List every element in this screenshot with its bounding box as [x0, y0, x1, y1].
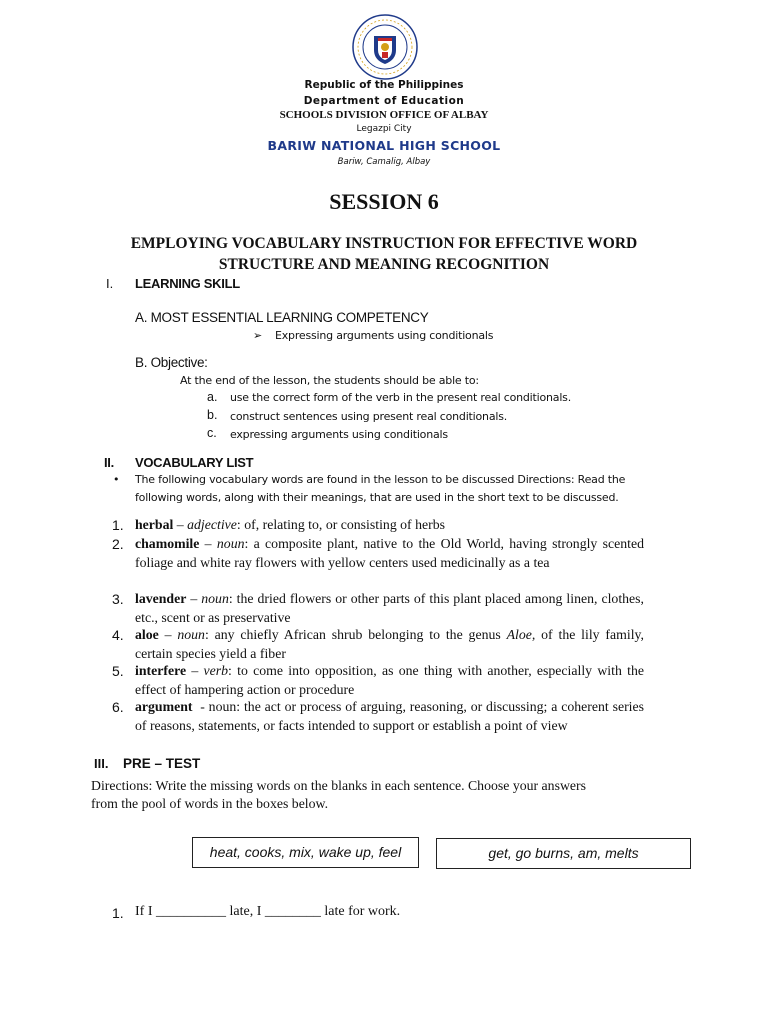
- section-number: II.: [104, 455, 114, 470]
- vocab-pos: noun: [201, 591, 229, 606]
- section-heading: VOCABULARY LIST: [135, 455, 254, 470]
- objective-item: use the correct form of the verb in the present real conditionals.: [230, 391, 572, 404]
- vocab-definition: : any chiefly African shrub belonging to the genus: [204, 627, 507, 642]
- competency-heading: A. MOST ESSENTIAL LEARNING COMPETENCY: [135, 310, 429, 325]
- republic-line: Republic of the Philippines: [304, 79, 464, 91]
- vocab-definition: : to come into opposition, as one thing with another, especially with the effect of hampering action or procedure: [135, 663, 644, 697]
- objective-intro: At the end of the lesson, the students should be able to:: [180, 374, 479, 387]
- question-text: If I __________ late, I ________ late for work.: [135, 904, 401, 919]
- word-pool-box: get, go burns, am, melts: [436, 838, 691, 869]
- vocab-definition: : the dried flowers or other parts of this plant placed among linen, clothes, etc., scent or as preservative: [135, 591, 644, 625]
- section-heading: PRE – TEST: [123, 756, 201, 771]
- word-pool-box: heat, cooks, mix, wake up, feel: [192, 837, 419, 868]
- competency-text: Expressing arguments using conditionals: [275, 329, 494, 342]
- vocab-pos: noun: [177, 627, 205, 642]
- city-line: Legazpi City: [356, 124, 412, 134]
- vocab-genus: Aloe,: [506, 627, 536, 642]
- vocab-dash: –: [199, 536, 217, 551]
- vocab-dash: –: [186, 663, 204, 678]
- vocab-item: [135, 516, 644, 535]
- division-line: SCHOOLS DIVISION OFFICE OF ALBAY: [279, 109, 489, 121]
- question-number: 1.: [112, 905, 124, 921]
- vocab-word: aloe: [135, 627, 159, 642]
- lesson-title-line1: EMPLOYING VOCABULARY INSTRUCTION FOR EFFECTIVE WORD: [130, 235, 638, 252]
- vocab-dash: –: [186, 591, 202, 606]
- vocab-item: [135, 535, 644, 572]
- school-name: BARIW NATIONAL HIGH SCHOOL: [267, 138, 501, 153]
- objective-item: construct sentences using present real conditionals.: [230, 410, 508, 423]
- vocab-number: 1.: [112, 517, 124, 533]
- vocab-pos: verb: [203, 663, 229, 678]
- vocab-number: 4.: [112, 627, 124, 643]
- vocab-word: chamomile: [135, 536, 200, 551]
- vocab-intro-line1: The following vocabulary words are found in the lesson to be discussed Directions: Read the: [135, 473, 626, 486]
- objective-letter: c.: [207, 426, 217, 440]
- objective-letter: b.: [207, 408, 218, 422]
- vocab-definition-rest: of the lily family, certain species yield a fiber: [135, 627, 644, 661]
- vocab-word: interfere: [135, 663, 187, 678]
- vocab-dash: –: [173, 517, 188, 532]
- vocab-word: herbal: [135, 517, 174, 532]
- vocab-dash: -: [192, 699, 209, 714]
- bullet-icon: •: [113, 473, 120, 486]
- vocab-definition: : a composite plant, native to the Old World, having strongly scented foliage and white ray flowers with yellow centers used medicinally as a tea: [135, 536, 645, 570]
- session-title: SESSION 6: [329, 189, 439, 214]
- vocab-item: [135, 590, 644, 627]
- deped-seal: [352, 14, 418, 80]
- vocab-definition: noun: the act or process of arguing, reasoning, or discussing; a coherent series of reasons, statements, or facts intended to support or establish a point of view: [135, 699, 644, 733]
- objective-item: expressing arguments using conditionals: [230, 428, 448, 441]
- vocab-definition: : of, relating to, or consisting of herbs: [236, 517, 445, 532]
- vocab-word: argument: [135, 699, 193, 714]
- lesson-title-line2: STRUCTURE AND MEANING RECOGNITION: [218, 256, 550, 273]
- objective-letter: a.: [207, 390, 218, 404]
- vocab-number: 3.: [112, 591, 124, 607]
- school-address: Bariw, Camalig, Albay: [337, 157, 431, 167]
- vocab-number: 2.: [112, 536, 124, 552]
- vocab-pos: adjective: [187, 517, 237, 532]
- section-heading: LEARNING SKILL: [135, 276, 240, 291]
- vocab-dash: –: [158, 627, 178, 642]
- vocab-intro-line2: following words, along with their meanings, that are used in the short text to be discussed.: [135, 491, 619, 504]
- pretest-directions-line1: Directions: Write the missing words on the blanks in each sentence. Choose your answers: [91, 778, 587, 793]
- vocab-item: [135, 626, 644, 663]
- section-number: III.: [94, 756, 109, 771]
- vocab-number: 6.: [112, 699, 124, 715]
- vocab-pos: noun: [216, 536, 245, 551]
- vocab-word: lavender: [135, 591, 187, 606]
- objective-heading: B. Objective:: [135, 355, 208, 370]
- vocab-number: 5.: [112, 663, 124, 679]
- section-number: I.: [106, 276, 114, 291]
- vocab-item: [135, 662, 644, 699]
- department-line: Department of Education: [303, 95, 465, 107]
- vocab-item: [135, 698, 644, 735]
- pretest-directions-line2: from the pool of words in the boxes below.: [91, 796, 329, 811]
- arrow-bullet-icon: ➢: [253, 329, 263, 342]
